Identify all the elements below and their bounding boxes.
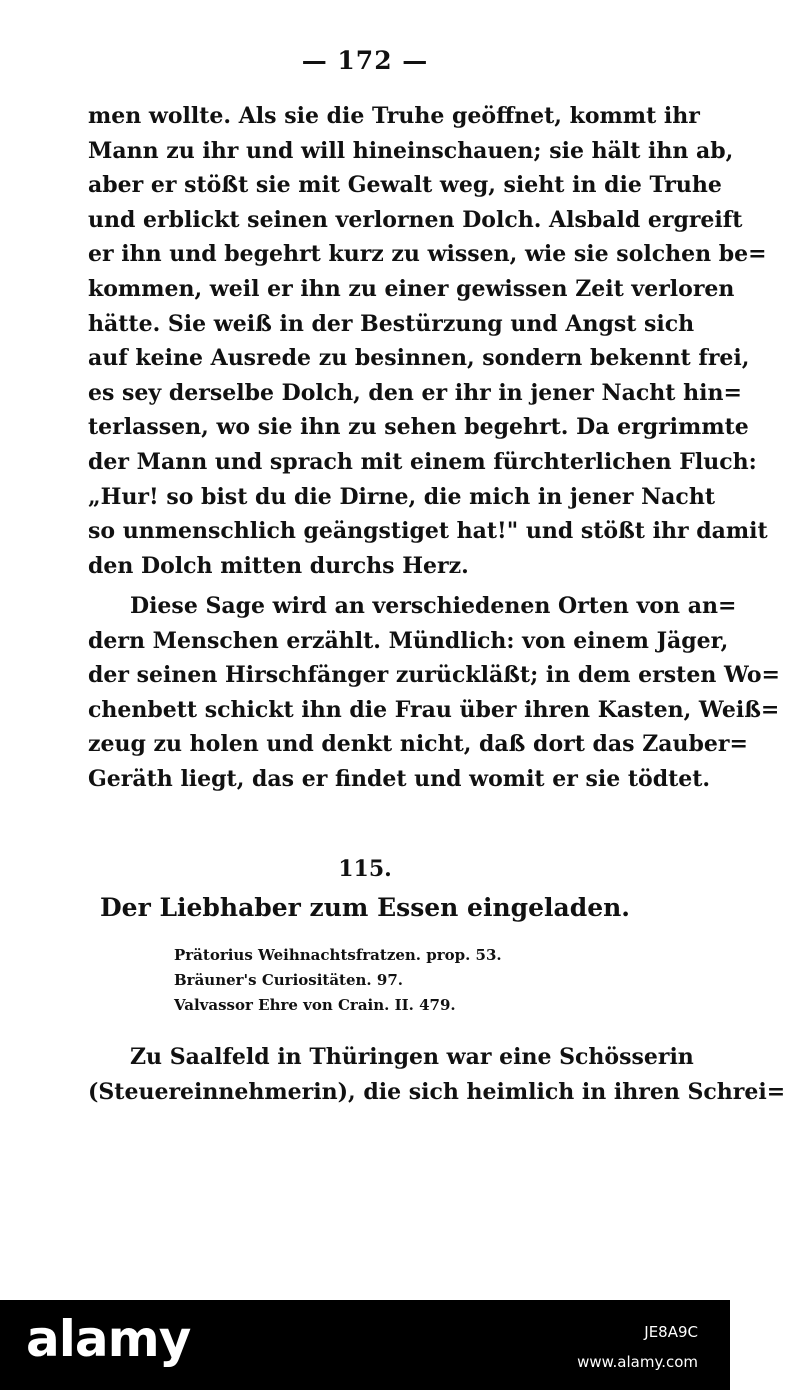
watermark-footer [0,1300,730,1390]
source-reference: Prätorius Weihnachtsfratzen. prop. 53. [174,946,502,964]
text-line: aber er stößt sie mit Gewalt weg, sieht in die Truhe [88,172,722,199]
text-line: „Hur! so bist du die Dirne, die mich in jener Nacht [88,483,715,510]
image-id: JE8A9C [644,1323,698,1341]
text-line: Diese Sage wird an verschiedenen Orten von an= [130,593,737,619]
text-line: hätte. Sie weiß in der Bestürzung und Angst sich [88,310,695,337]
page-number: — 172 — [301,46,429,75]
paragraph-sage-variants [88,589,780,797]
text-line: men wollte. Als sie die Truhe geöffnet, kommt ihr [88,103,700,129]
text-line: den Dolch mitten durchs Herz. [88,552,469,579]
alamy-logo: alamy [26,1310,191,1368]
text-line: auf keine Ausrede zu besinnen, sondern bekennt frei, [88,345,750,372]
source-references [174,943,594,1018]
text-line: (Steuereinnehmerin), die sich heimlich in ihren Schrei= [88,1078,785,1105]
text-line: Mann zu ihr und will hineinschauen; sie hält ihn ab, [88,137,734,164]
text-line: es sey derselbe Dolch, den er ihr in jener Nacht hin= [88,379,742,406]
source-reference: Valvassor Ehre von Crain. II. 479. [174,996,456,1014]
text-line: kommen, weil er ihn zu einer gewissen Zeit verloren [88,275,735,302]
text-line: zeug zu holen und denkt nicht, daß dort das Zauber= [88,731,748,758]
text-line: Zu Saalfeld in Thüringen war eine Schösserin [130,1044,694,1070]
section-title: Der Liebhaber zum Essen eingeladen. [99,893,630,922]
source-reference: Bräuner's Curiositäten. 97. [174,971,403,989]
text-line: der seinen Hirschfänger zurückläßt; in dem ersten Wo= [88,662,780,689]
section-number: 115. [338,856,392,882]
text-line: dern Menschen erzählt. Mündlich: von einem Jäger, [88,627,729,654]
text-line: und erblickt seinen verlornen Dolch. Alsbald ergreift [88,206,743,233]
paragraph-section-start [88,1040,785,1109]
paragraph-continuation [88,99,768,583]
text-line: der Mann und sprach mit einem fürchterlichen Fluch: [88,448,757,475]
text-line: chenbett schickt ihn die Frau über ihren Kasten, Weiß= [88,696,780,723]
site-url: www.alamy.com [577,1353,698,1371]
text-line: Geräth liegt, das er findet und womit er sie tödtet. [88,765,711,792]
text-line: terlassen, wo sie ihn zu sehen begehrt. Da ergrimmte [88,414,749,441]
text-line: so unmenschlich geängstiget hat!" und stößt ihr damit [88,518,768,545]
text-line: er ihn und begehrt kurz zu wissen, wie sie solchen be= [88,241,767,268]
